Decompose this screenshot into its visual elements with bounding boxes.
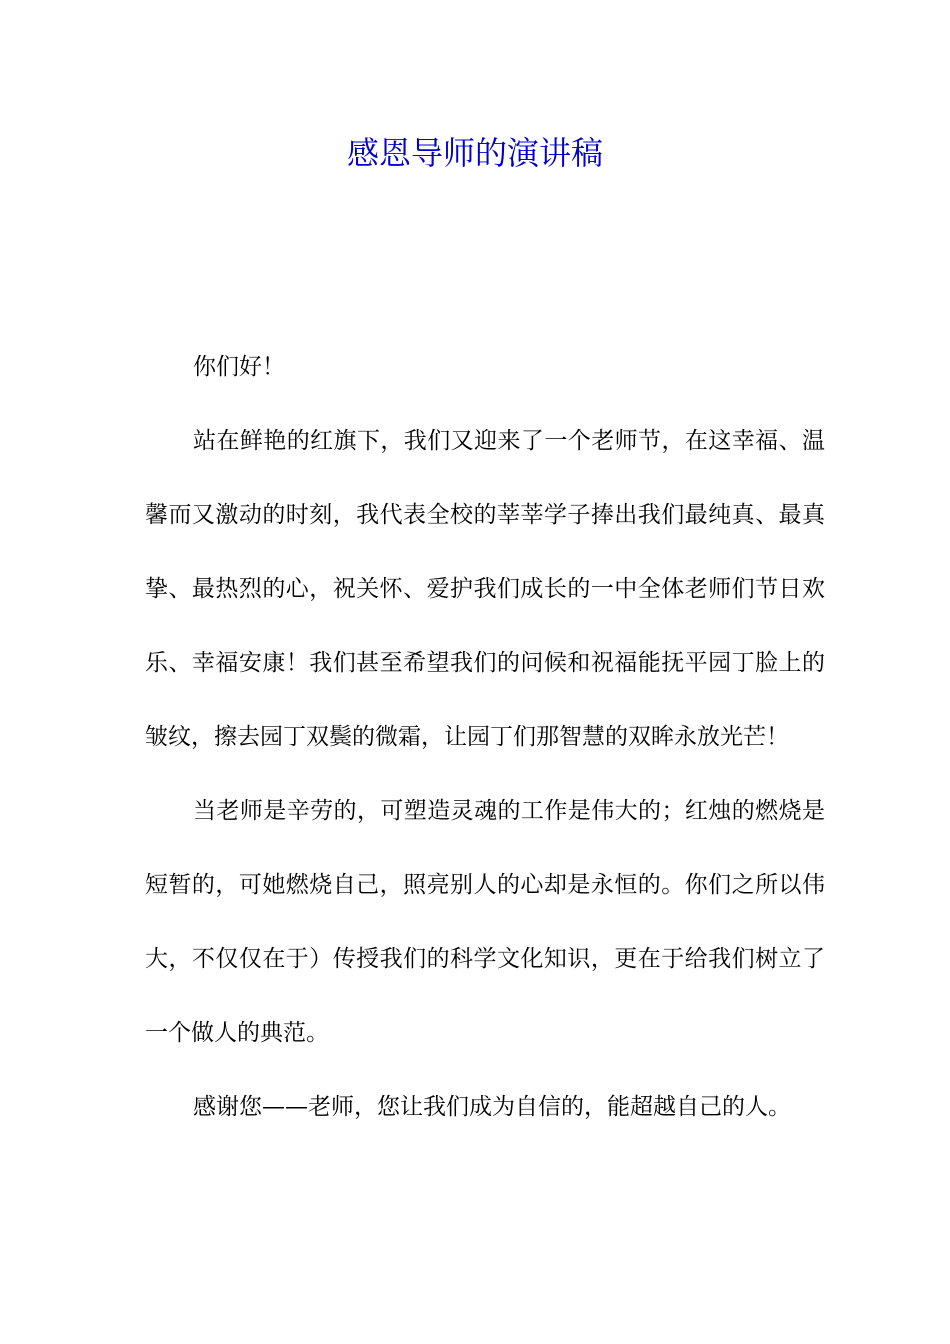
paragraph-greeting: 你们好！ xyxy=(193,354,285,380)
document-title: 感恩导师的演讲稿 xyxy=(346,134,603,172)
paragraph-teachers-day: 站在鲜艳的红旗下，我们又迎来了一个老师节，在这幸福、温馨而又激动的时刻，我代表全校的莘莘学子捧出我们最纯真、最真挚、最热烈的心，祝关怀、爱护我们成长的一中全体老师们节日欢乐、幸福安康！我们甚至希望我们的问候和祝福能抚平园丁脸上的皱纹，擦去园丁双鬓的微霜，让园丁们那智慧的双眸永放光芒！ xyxy=(145,428,825,750)
paragraph-thanks: 感谢您——老师，您让我们成为自信的，能超越自己的人。 xyxy=(193,1094,791,1120)
paragraph-teacher-greatness: 当老师是辛劳的，可塑造灵魂的工作是伟大的；红烛的燃烧是短暂的，可她燃烧自己，照亮别人的心却是永恒的。你们之所以伟大，不仅仅在于）传授我们的科学文化知识，更在于给我们树立了一个做人的典范。 xyxy=(145,798,825,1046)
document-body xyxy=(145,330,825,1144)
